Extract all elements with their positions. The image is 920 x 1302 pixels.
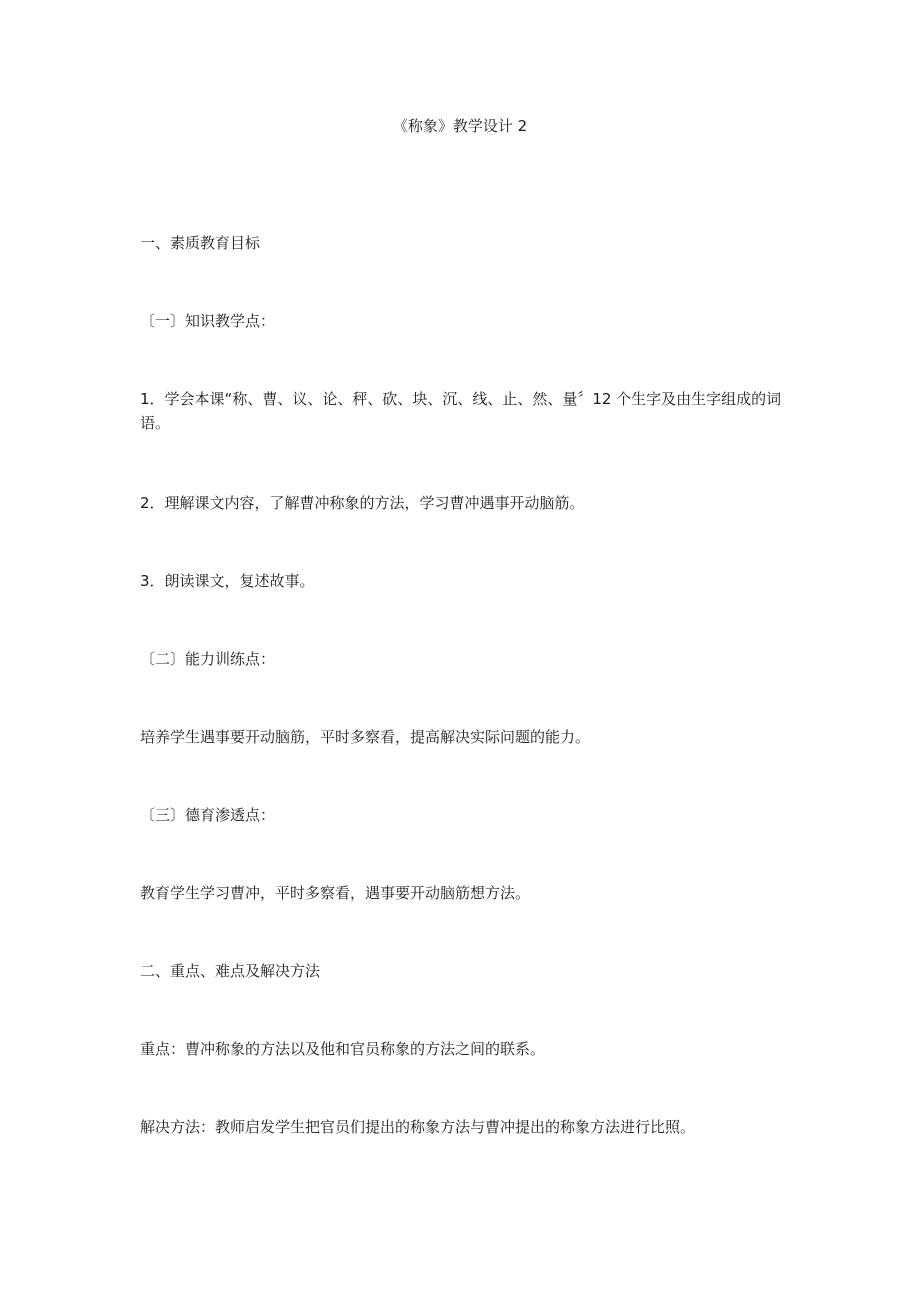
list-item-2: 2．理解课文内容，了解曹冲称象的方法，学习曹冲遇事开动脑筋。 <box>140 494 585 512</box>
paragraph-ability: 培养学生遇事要开动脑筋，平时多察看，提高解决实际问题的能力。 <box>140 728 591 746</box>
paragraph-moral: 教育学生学习曹冲，平时多察看，遇事要开动脑筋想方法。 <box>140 884 531 902</box>
subheading-ability-points: 〔二〕能力训练点： <box>140 650 276 668</box>
document-title: 《称象》教学设计 2 <box>392 117 528 135</box>
subheading-moral-points: 〔三〕德育渗透点： <box>140 806 276 824</box>
paragraph-key-point: 重点：曹冲称象的方法以及他和官员称象的方法之间的联系。 <box>140 1040 546 1058</box>
section-heading-key-points: 二、重点、难点及解决方法 <box>140 962 321 980</box>
section-heading-objectives: 一、素质教育目标 <box>140 234 261 252</box>
paragraph-solution: 解决方法：教师启发学生把官员们提出的称象方法与曹冲提出的称象方法进行比照。 <box>140 1118 696 1136</box>
list-item-1: 1．学会本课“称、曹、议、论、秤、砍、块、沉、线、止、然、量〞12 个生字及由生字组成的词语。 <box>140 390 782 432</box>
list-item-3: 3．朗读课文，复述故事。 <box>140 572 315 590</box>
subheading-knowledge-points: 〔一〕知识教学点： <box>140 312 276 330</box>
